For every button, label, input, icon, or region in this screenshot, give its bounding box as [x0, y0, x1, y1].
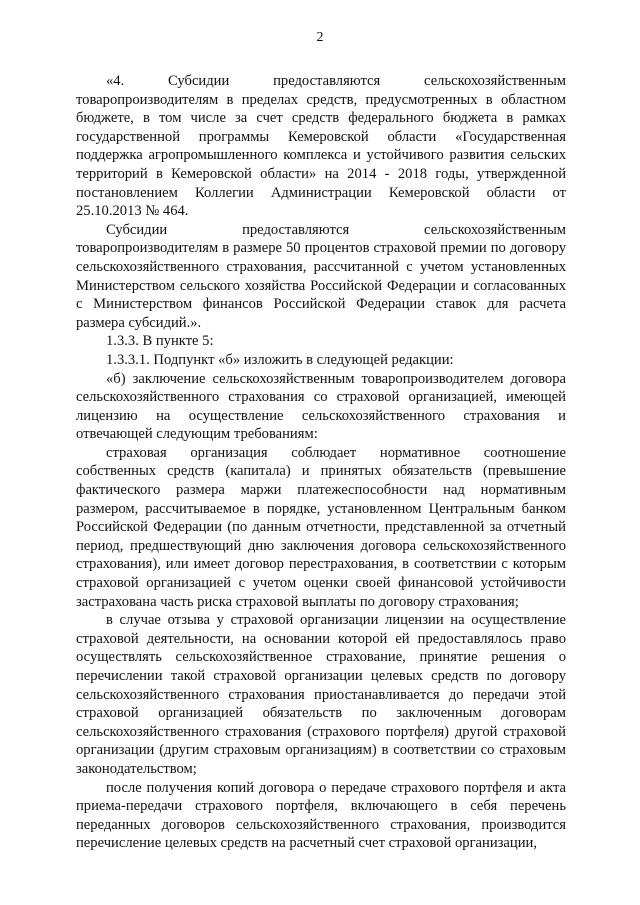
paragraph-item-4: «4. Субсидии предоставляются сельскохозяйственным товаропроизводителям в пределах средств, предусмотренных в областном бюджете, в том числе за счет средств федерального бюджета в рамках государственной программы Кемеровской области «Государственная поддержка агропромышленного комплекса и устойчивого развития сельских территорий в Кемеровской области» на 2014 - 2018 годы, утвержденной постановлением Коллегии Администрации Кемеровской области от 25.10.2013 № 464. — [76, 73, 566, 220]
paragraph-portfolio-transfer: после получения копий договора о передаче страхового портфеля и акта приема-передачи страхового портфеля, включающего в себя перечень переданных договоров сельскохозяйственного страхования, производится перечисление целевых средств на расчетный счет страховой организации, — [76, 779, 566, 852]
paragraph-1-3-3: 1.3.3. В пункте 5: — [106, 333, 214, 350]
document-body — [76, 72, 566, 853]
paragraph-subsidy-size: Субсидии предоставляются сельскохозяйственным товаропроизводителям в размере 50 процентов страховой премии по договору сельскохозяйственного страхования, рассчитанной с учетом установленных Министерством сельского хозяйства Российской Федерации и согласованных с Министерством финансов Российской Федерации ставок для расчета размера субсидий.». — [76, 221, 566, 331]
paragraph-subpoint-b: «б) заключение сельскохозяйственным товаропроизводителем договора сельскохозяйственного страхования со страховой организацией, имеющей лицензию на осуществление сельскохозяйственного страхования и отвечающей следующим требованиям: — [76, 370, 566, 443]
page-number: 2 — [316, 30, 324, 45]
paragraph-requirement-license-revocation: в случае отзыва у страховой организации лицензии на осуществление страховой деятельности, на основании которой ей предоставлялось право осуществлять сельскохозяйственное страхование, принятие решения о перечислении такой страховой организации целевых средств по договору сельскохозяйственного страхования приостанавливается до передачи этой страховой организацией обязательств по заключенным договорам сельскохозяйственного страхования (страхового портфеля) другой страховой организации (другим страховым организациям) в соответствии со страховым законодательством; — [76, 612, 566, 777]
paragraph-1-3-3-1: 1.3.3.1. Подпункт «б» изложить в следующей редакции: — [106, 351, 454, 368]
paragraph-requirement-solvency: страховая организация соблюдает нормативное соотношение собственных средств (капитала) и принятых обязательств (превышение фактического размера маржи платежеспособности над нормативным размером, рассчитываемое в порядке, установленном Центральным банком Российской Федерации (по данным отчетности, представленной за отчетный период, предшествующий дню заключения договора сельскохозяйственного страхования), или имеет договор перестрахования, в соответствии с которым страховой организацией с учетом оценки своей финансовой устойчивости застрахована часть риска страховой выплаты по договору страхования; — [76, 444, 566, 610]
